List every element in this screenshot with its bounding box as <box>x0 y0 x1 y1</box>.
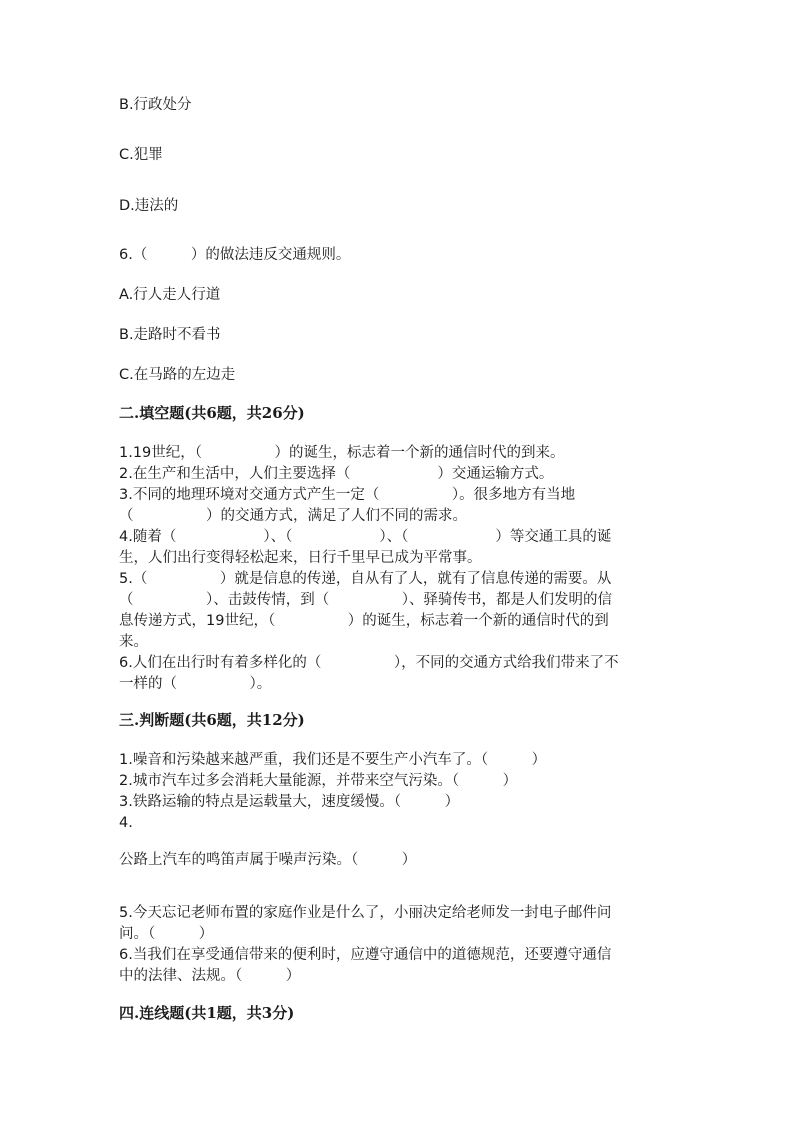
text-line: （ ）、击鼓传情，到（ ）、驿骑传书，都是人们发明的信 <box>119 592 612 608</box>
text-line: 来。 <box>119 634 148 650</box>
text-line: 5.（ ）就是信息的传递，自从有了人，就有了信息传递的需要。从 <box>119 571 612 587</box>
question-6-stem: 6.（ ）的做法违反交通规则。 <box>119 247 351 263</box>
text-line: 2.在生产和生活中，人们主要选择（ ）交通运输方式。 <box>119 466 554 482</box>
section-heading: 二.填空题(共6题，共26分) <box>119 404 305 422</box>
text-line: 问。（ ） <box>119 926 214 942</box>
text-line: 生，人们出行变得轻松起来，日行千里早已成为平常事。 <box>119 550 482 566</box>
text-line: 中的法律、法规。（ ） <box>119 968 301 984</box>
text-line: 1.噪音和污染越来越严重，我们还是不要生产小汽车了。（ ） <box>119 752 547 768</box>
text-line: 1.19世纪，（ ）的诞生，标志着一个新的通信时代的到来。 <box>119 445 565 461</box>
text-line: 3.铁路运输的特点是运载量大，速度缓慢。（ ） <box>119 794 460 810</box>
option-c: C.在马路的左边走 <box>119 367 236 383</box>
text-line: 4. <box>119 815 133 831</box>
option-c: C.犯罪 <box>119 147 163 163</box>
text-line: 公路上汽车的鸣笛声属于噪声污染。（ ） <box>119 852 417 868</box>
text-line: 6.当我们在享受通信带来的便利时，应遵守通信中的道德规范，还要遵守通信 <box>119 947 612 963</box>
text-line: 5.今天忘记老师布置的家庭作业是什么了，小丽决定给老师发一封电子邮件问 <box>119 905 612 921</box>
option-b: B.走路时不看书 <box>119 327 221 343</box>
option-d: D.违法的 <box>119 198 179 214</box>
option-a: A.行人走人行道 <box>119 287 221 303</box>
section-heading: 四.连线题(共1题，共3分) <box>119 1004 295 1022</box>
text-line: 2.城市汽车过多会消耗大量能源，并带来空气污染。（ ） <box>119 773 518 789</box>
text-line: 3.不同的地理环境对交通方式产生一定（ ）。很多地方有当地 <box>119 487 576 503</box>
section-heading: 三.判断题(共6题，共12分) <box>119 711 305 729</box>
text-line: 6.人们在出行时有着多样化的（ ），不同的交通方式给我们带来了不 <box>119 655 619 671</box>
option-b: B.行政处分 <box>119 97 192 113</box>
text-line: （ ）的交通方式，满足了人们不同的需求。 <box>119 508 467 524</box>
text-line: 一样的（ ）。 <box>119 676 272 692</box>
text-line: 息传递方式，19世纪，（ ）的诞生，标志着一个新的通信时代的到 <box>119 613 609 629</box>
text-line: 4.随着（ ）、（ ）、（ ）等交通工具的诞 <box>119 529 612 545</box>
